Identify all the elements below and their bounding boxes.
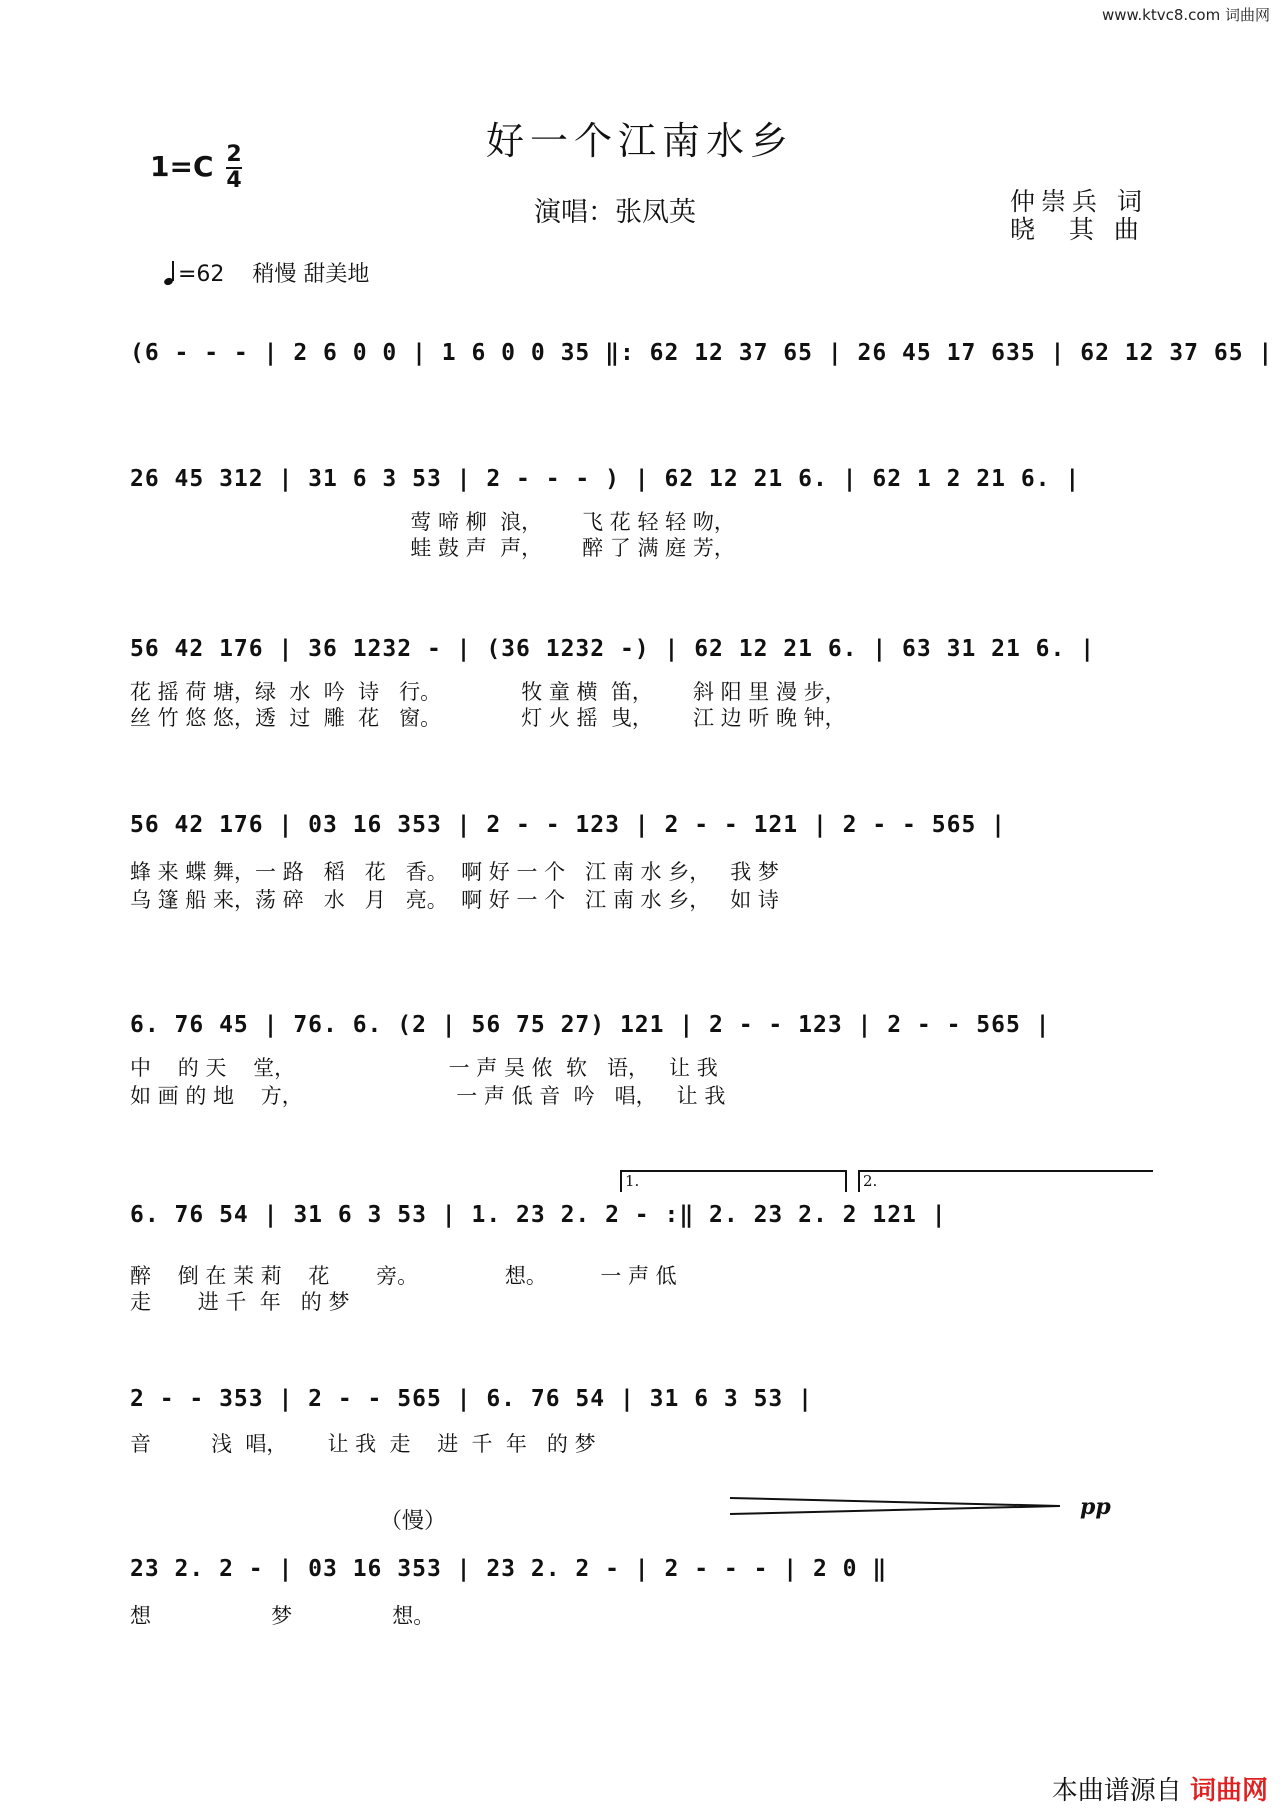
performer: 演唱：张凤英 — [534, 197, 696, 228]
key-signature: 1=C — [150, 150, 214, 183]
volta-2: 2. — [858, 1170, 1153, 1192]
score-system-3: 56 42 176 | 36 1232 - | (36 1232 -) | 62 12 21 6. | 63 31 21 6. | — [130, 636, 1096, 662]
lyric-line-4-verse-1: 蜂 来 蝶 舞，一 路 稻 花 香。 啊 好 一 个 江 南 水 乡， 我 梦 — [130, 860, 779, 884]
score-system-1: (6 - - - | 2 6 0 0 | 1 6 0 0 35 ‖: 62 12 37 65 | 26 45 17 635 | 62 12 37 65 | — [130, 340, 1274, 366]
lyric-line-5-verse-2: 如 画 的 地 方， 一 声 低 音 吟 唱， 让 我 — [130, 1084, 726, 1108]
lyric-line-3-verse-1: 花 摇 荷 塘，绿 水 吟 诗 行。 牧 童 横 笛， 斜 阳 里 漫 步， — [130, 680, 846, 704]
lyric-line-6-verse-1: 醉 倒 在 茉 莉 花 旁。 想。 一 声 低 — [130, 1264, 677, 1288]
slow-marking: （慢） — [380, 1509, 447, 1534]
time-signature-top: 2 — [226, 142, 242, 167]
volta-1: 1. — [620, 1170, 847, 1192]
lyric-line-2-verse-2: 蛙 鼓 声 声， 醉 了 满 庭 芳， — [130, 536, 735, 560]
source-prefix: 本曲谱源自 — [1051, 1776, 1182, 1806]
tempo-expression: 稍慢 甜美地 — [252, 262, 370, 287]
time-signature — [226, 144, 242, 192]
composer-credit: 晓 其 曲 — [1010, 215, 1145, 244]
dynamic-marking: pp — [1080, 1494, 1111, 1520]
lyric-line-2-verse-1: 莺 啼 柳 浪， 飞 花 轻 轻 吻， — [130, 510, 735, 534]
lyric-line-3-verse-2: 丝 竹 悠 悠，透 过 雕 花 窗。 灯 火 摇 曳， 江 边 听 晚 钟， — [130, 706, 846, 730]
lyric-line-4-verse-2: 乌 篷 船 来，荡 碎 水 月 亮。 啊 好 一 个 江 南 水 乡， 如 诗 — [130, 888, 779, 912]
lyric-line-5-verse-1: 中 的 天 堂， 一 声 吴 侬 软 语， 让 我 — [130, 1056, 718, 1080]
watermark: www.ktvc8.com 词曲网 — [1101, 6, 1270, 24]
lyric-line-7: 音 浅 唱， 让 我 走 进 千 年 的 梦 — [130, 1432, 596, 1456]
score-system-2: 26 45 312 | 31 6 3 53 | 2 - - - ) | 62 12 21 6. | 62 1 2 21 6. | — [130, 466, 1081, 492]
source-footer — [1052, 1770, 1268, 1807]
lyric-line-6-verse-2: 走 进 千 年 的 梦 — [130, 1290, 350, 1314]
song-title: 好一个江南水乡 — [485, 119, 794, 163]
source-site-link[interactable]: 词曲网 — [1189, 1776, 1268, 1806]
score-system-7: 2 - - 353 | 2 - - 565 | 6. 76 54 | 31 6 3 53 | — [130, 1386, 813, 1412]
score-system-4: 56 42 176 | 03 16 353 | 2 - - 123 | 2 - - 121 | 2 - - 565 | — [130, 812, 1006, 838]
lyricist-credit: 仲崇兵 词 — [1010, 187, 1148, 216]
tempo-marking — [150, 232, 369, 288]
score-system-6: 6. 76 54 | 31 6 3 53 | 1. 23 2. 2 - :‖ 2. 23 2. 2 121 | — [130, 1202, 947, 1228]
tempo-bpm: =62 — [178, 262, 225, 287]
score-system-5: 6. 76 45 | 76. 6. (2 | 56 75 27) 121 | 2 - - 123 | 2 - - 565 | — [130, 1012, 1051, 1038]
decrescendo-hairpin — [730, 1494, 1070, 1518]
score-system-8: 23 2. 2 - | 03 16 353 | 23 2. 2 - | 2 - - - | 2 0 ‖ — [130, 1556, 888, 1582]
lyric-line-8: 想 梦 想。 — [130, 1604, 435, 1628]
quarter-note-icon — [164, 263, 174, 285]
time-signature-bottom: 4 — [226, 168, 242, 193]
